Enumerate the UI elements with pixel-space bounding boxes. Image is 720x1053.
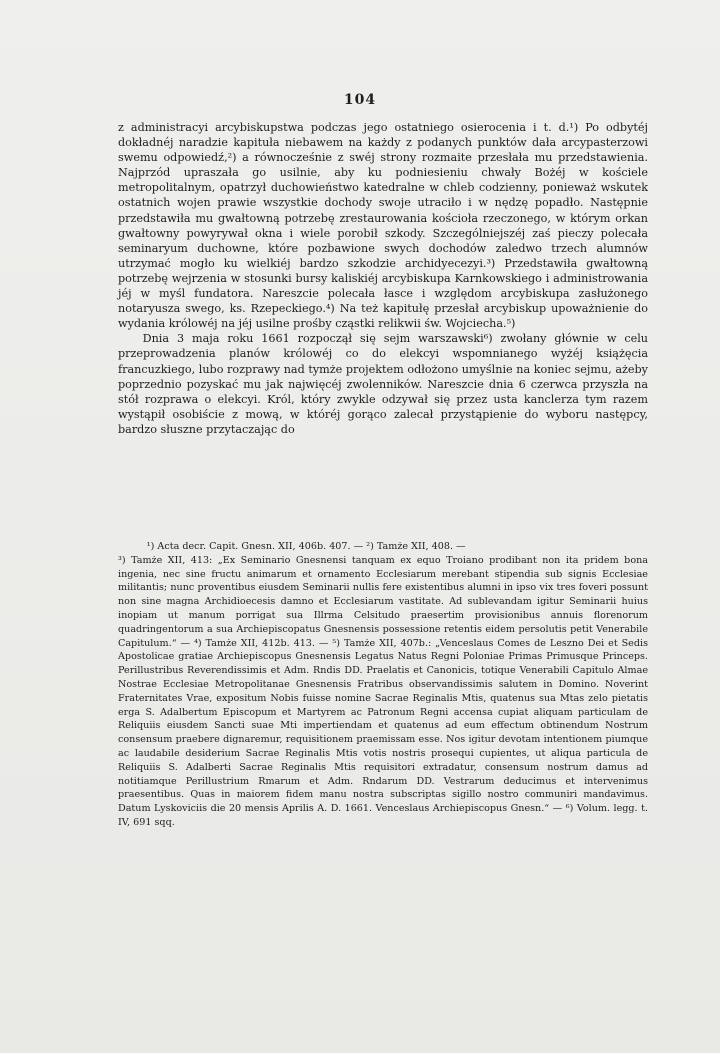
footnote-first-line: ¹) Acta decr. Capit. Gnesn. XII, 406b. 407. — ²) Tamże XII, 408. — [146, 541, 466, 552]
footnotes [118, 540, 648, 830]
paragraph-1: z administracyi arcybiskupstwa podczas jego ostatniego osierocenia i t. d.¹) Po odbytéj dokładnéj naradzie kapituła niebawem na każdy z podanych punktów dała arcypasterzowi swemu odpowiedź,²) a równocześnie z swéj strony rozmaite przesłała mu przedstawienia. Najprzód upraszała go usilnie, aby ku podniesieniu chwały Bożéj w kościele metropolitalnym, opatrzył duchowieństwo katedralne w chleb codzienny, ponieważ wskutek ostatnich wojen prawie wszystkie dochody swoje utraciło i w nędzę popadło. Następnie przedstawiła mu gwałtowną potrzebę zrestaurowania kościoła rzeczonego, w którym orkan gwałtowny powyrywał okna i wiele porobił szkody. Szczególniejszéj zaś pieczy polecała seminaryum duchowne, które pozbawione swych dochodów zaledwo trzech alumnów utrzymać mogło ku wielkiéj bardzo szkodzie archidyecezyi.³) Przedstawiła gwałtowną potrzebę wejrzenia w stosunki bursy kaliskiéj arcybiskupa Karnkowskiego i administrowania jéj w myśl fundatora. Nareszcie polecała łasce i względom arcybiskupa zasłużonego notaryusza swego, ks. Rzepeckiego.⁴) Na też kapitułę przesłał arcybiskup upoważnienie do wydania królowéj na jéj usilne prośby cząstki relikwii św. Wojciecha.⁵) [118, 121, 648, 331]
page-number: 104 [343, 92, 377, 108]
paragraph-2: Dnia 3 maja roku 1661 rozpoczął się sejm warszawski⁶) zwołany głównie w celu przeprowadzenia planów królowéj co do elekcyi wspomnianego wyżéj książęcia francuzkiego, lubo rozprawy nad tymże projektem odłożono umyślnie na koniec sejmu, ażeby poprzednio pozyskać mu jak najwięcéj zwolenników. Nareszcie dnia 6 czerwca przyszła na stół rozprawa o elekcyi. Król, który zwykle odzywał się przez usta kanclerza tym razem wystąpił osobiście z mową, w któréj gorąco zalecał przystąpienie do wyboru następcy, bardzo słuszne przytaczając do [118, 332, 648, 436]
footnote-text: ³) Tamże XII, 413: „Ex Seminario Gnesnensi tanquam ex equo Troiano prodibant non ita pridem bona ingenia, nec sine fructu animarum et ornamento Ecclesiarum merebant stipendia sub signis Ecclesiae militantis; nunc proventibus eiusdem Seminarii nullis fere existentibus alumni in ipso vix tres foveri possunt non sine magna Archidioecesis damno et Ecclesiarum vastitate. Ad sublevandam igitur Seminarii huius inopiam ut manum porrigat sua Illrma Celsitudo praesertim provisionibus annuis florenorum quadringentorum a sua Archiepiscopatus Gnesnensis possessione retentis eidem persolutis petit Venerabile Capitulum.“ — ⁴) Tamże XII, 412b. 413. — ⁵) Tamże XII, 407b.: „Venceslaus Comes de Leszno Dei et Sedis Apostolicae gratiae Archiepiscopus Gnesnensis Legatus Natus Regni Poloniae Primas Primusque Princeps. Perillustribus Reverendissimis et Adm. Rndis DD. Praelatis et Canonicis, totique Venerabili Capitulo Almae Nostrae Ecclesiae Metropolitanae Gnesnensis Fratribus observandissimis salutem in Domino. Noverint Fraternitates Vrae, expositum Nobis fuisse nomine Sacrae Reginalis Mtis, quatenus sua Mtas zelo pietatis erga S. Adalbertum Episcopum et Martyrem ac Patronum Regni accensa cupiat aliquam particulam de Reliquiis eiusdem Sancti suae Mti impertiendam et quatenus ad eum effectum obtinendum Nostrum consensum praebere dignaremur, requisitionem praemissam esse. Nos igitur devotam intentionem piumque ac laudabile desiderium Sacrae Reginalis Mtis votis nostris prosequi cupientes, ut aliqua particula de Reliquiis S. Adalberti Sacrae Reginalis Mtis requisitori extradatur, consensum nostrum damus ad notitiamque Perillustrium Rmarum et Adm. Rndarum DD. Vestrarum deducimus et intervenimus praesentibus. Quas in maiorem fidem manu nostra subscriptas sigillo nostro communiri mandavimus. Datum Lyskoviciis die 20 mensis Aprilis A. D. 1661. Venceslaus Archiepiscopus Gnesn.“ — ⁶) Volum. legg. t. IV, 691 sqq. [118, 554, 648, 828]
main-text [118, 120, 648, 437]
